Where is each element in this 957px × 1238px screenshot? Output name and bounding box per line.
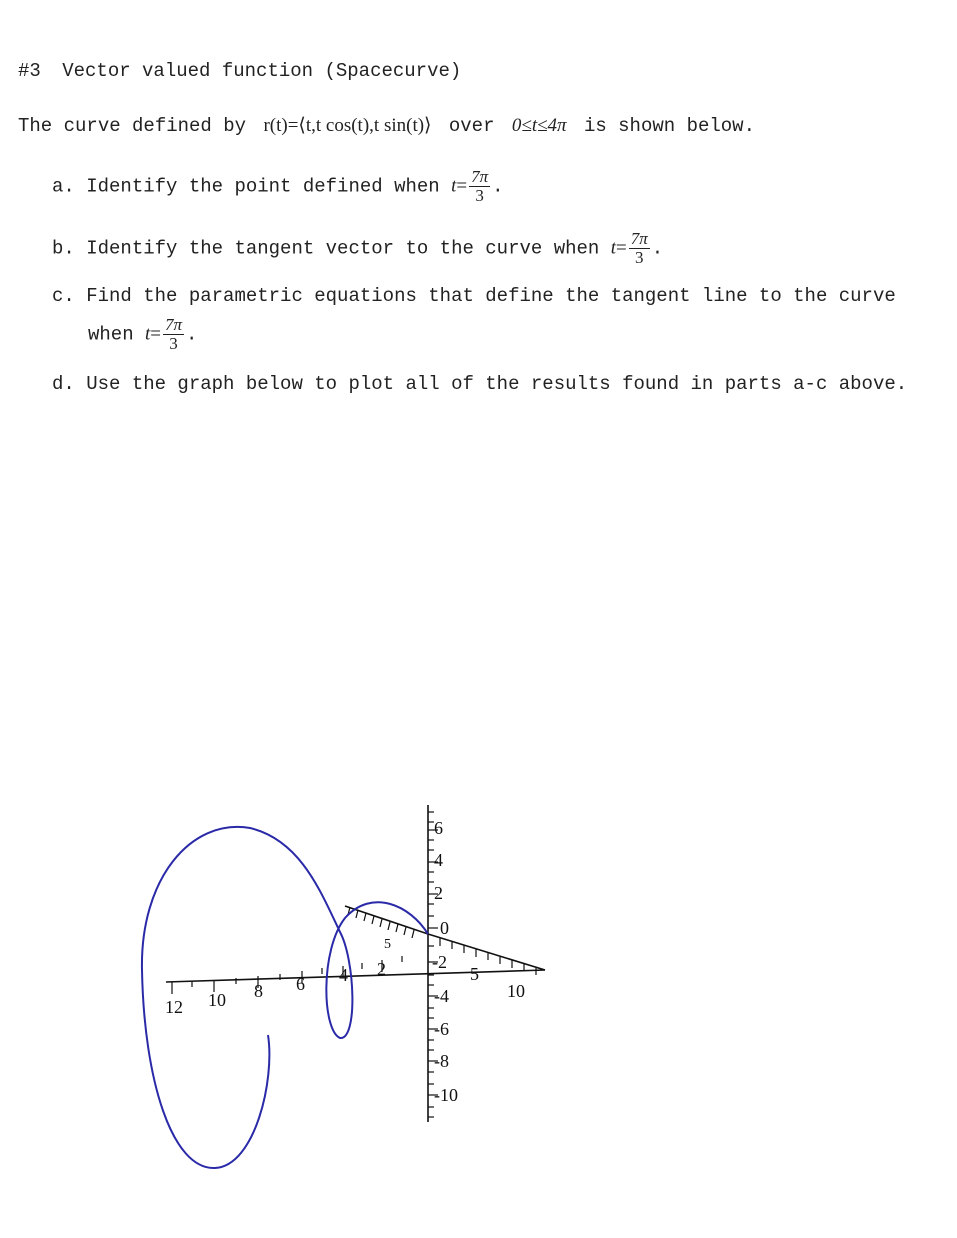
item-c-marker: c. (52, 285, 75, 307)
item-b-text: Identify the tangent vector to the curve when (86, 237, 600, 260)
intro-range: 0≤t≤4π (511, 115, 567, 136)
intro-prefix: The curve defined by (18, 115, 247, 137)
item-a: a. Identify the point defined when t= $\frac{7\pi}{3}$ . (52, 167, 504, 205)
h-label-12: 12 (165, 997, 183, 1017)
h-label-8: 8 (254, 981, 263, 1001)
item-b-eq: = (616, 237, 627, 259)
item-b-marker: b. (52, 237, 75, 260)
item-a-den: 3 (475, 185, 484, 205)
item-b: b. Identify the tangent vector to the curve when t= $\frac{7\pi}{3}$ . (52, 229, 664, 267)
item-b-den: 3 (634, 247, 644, 267)
back-axis-ticks (348, 907, 414, 938)
intro-formula: r(t)=⟨t,t cos(t),t sin(t)⟩ (263, 115, 432, 136)
back-label-5: 5 (384, 937, 391, 952)
v-label-0: 0 (440, 918, 449, 938)
h-label-10: 10 (208, 990, 226, 1010)
item-b-var: t (610, 237, 616, 259)
item-d-text: Use the graph below to plot all of the results found in parts a-c above. (86, 373, 908, 395)
item-c-num: 7π (165, 315, 183, 334)
item-c-continuation: when t= $\frac{7\pi}{3}$ . (88, 315, 198, 353)
h-label-2: 2 (377, 959, 386, 979)
item-d-marker: d. (52, 373, 75, 395)
v-label-neg2: -2 (432, 952, 447, 972)
item-a-num: 7π (471, 167, 489, 186)
problem-number: #3 (18, 60, 41, 82)
item-c-text: Find the parametric equations that define the tangent line to the curve (86, 285, 896, 307)
intro-mid: over (448, 115, 495, 137)
item-a-eq: = (456, 175, 468, 197)
item-a-var: t (451, 175, 457, 197)
left-horizontal-axis (166, 970, 545, 982)
problem-title: Vector valued function (Spacecurve) (62, 60, 462, 82)
space-curve-path (142, 827, 428, 1168)
r-label-10: 10 (507, 981, 525, 1001)
v-label-6: 6 (434, 818, 443, 838)
item-c-eq: = (150, 323, 162, 345)
v-label-neg6: -6 (434, 1019, 449, 1039)
r-label-5: 5 (470, 964, 479, 984)
right-axis-ticks (440, 938, 536, 975)
item-a-marker: a. (52, 175, 75, 198)
v-label-neg8: -8 (434, 1051, 449, 1071)
item-a-text: Identify the point defined when (86, 175, 440, 198)
v-label-neg4: -4 (434, 986, 449, 1006)
item-c-var: t (145, 323, 151, 345)
intro-suffix: is shown below. (583, 115, 755, 137)
v-label-4: 4 (434, 850, 443, 870)
item-c-den: 3 (169, 333, 178, 353)
h-label-6: 6 (296, 974, 305, 994)
item-c-cont: when (88, 323, 134, 346)
v-label-neg10: -10 (434, 1085, 458, 1105)
h-label-4: 4 (339, 965, 348, 985)
v-label-2: 2 (434, 883, 443, 903)
item-b-num: 7π (630, 229, 648, 248)
